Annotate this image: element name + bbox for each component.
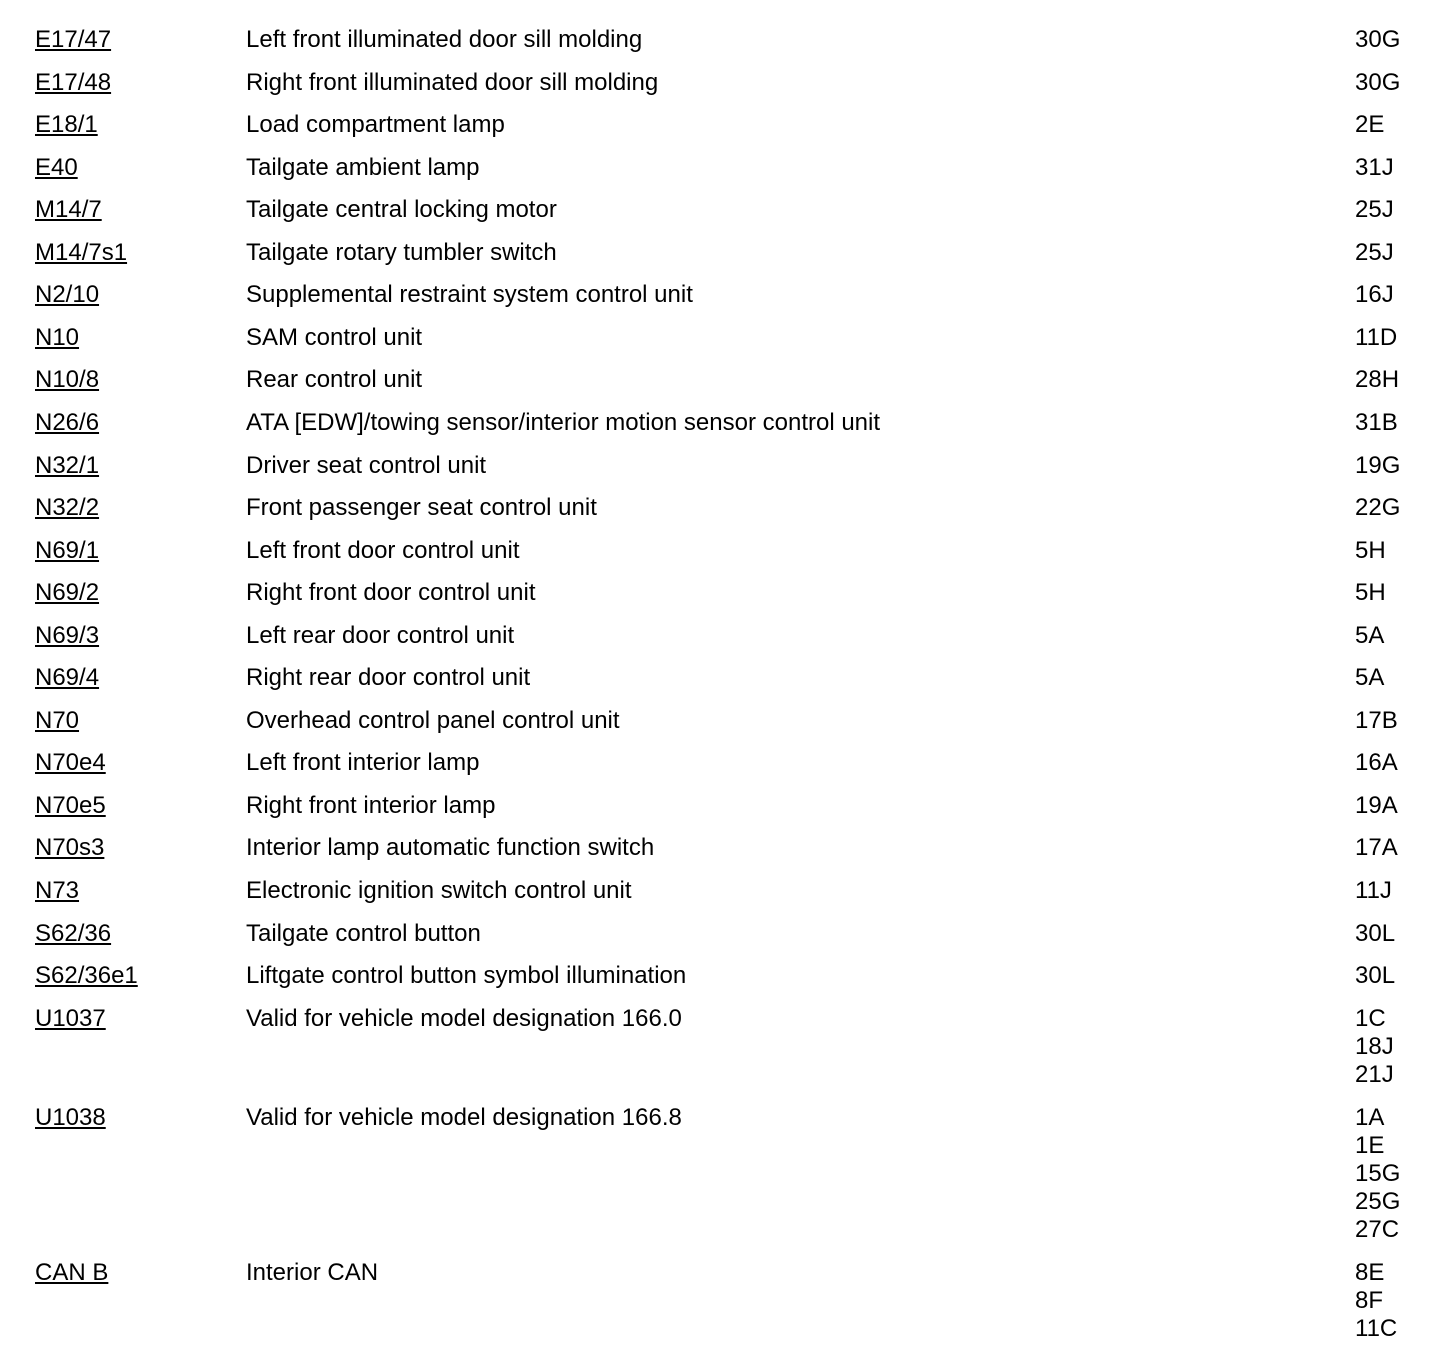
location-list (1355, 281, 1394, 309)
component-description: ATA [EDW]/towing sensor/interior motion sensor control unit (246, 408, 881, 436)
location-list (1355, 1104, 1400, 1244)
grid-location: 17A (1355, 834, 1398, 862)
grid-location: 5A (1355, 621, 1385, 649)
component-description: Tailgate control button (246, 919, 481, 947)
component-code-link[interactable]: N73 (35, 877, 80, 904)
component-code-link[interactable]: E18/1 (35, 111, 98, 139)
component-code-link[interactable]: N2/10 (35, 281, 100, 309)
grid-location: 19A (1355, 791, 1398, 819)
component-code-link[interactable]: M14/7s1 (35, 238, 128, 266)
component-description: Right rear door control unit (246, 664, 531, 692)
component-code-link[interactable]: CAN B (35, 1258, 109, 1286)
component-description: Electronic ignition switch control unit (246, 877, 632, 904)
location-list (1355, 622, 1384, 650)
component-description: Left front interior lamp (246, 749, 480, 777)
grid-location: 31J (1355, 153, 1394, 181)
location-list (1355, 1259, 1397, 1343)
component-description: Left front door control unit (246, 536, 520, 564)
component-description: Left front illuminated door sill molding (246, 26, 643, 53)
location-list (1355, 962, 1395, 990)
component-description: Right front interior lamp (246, 791, 496, 819)
component-code-link[interactable]: N70s3 (35, 834, 105, 862)
location-list (1355, 664, 1384, 692)
component-description: Right front illuminated door sill molding (246, 68, 659, 96)
grid-location: 11C (1355, 1314, 1398, 1342)
grid-location: 8F (1355, 1286, 1384, 1314)
location-list (1355, 111, 1384, 139)
grid-location: 2E (1355, 111, 1385, 139)
location-list (1355, 366, 1399, 394)
component-description: Interior CAN (246, 1258, 379, 1286)
location-list (1355, 537, 1386, 565)
grid-location: 18J (1355, 1032, 1394, 1060)
grid-location: 19G (1355, 451, 1401, 479)
location-list (1355, 707, 1398, 735)
grid-location: 30G (1355, 68, 1401, 96)
component-description: Tailgate central locking motor (246, 196, 557, 224)
location-list (1355, 409, 1398, 437)
component-description: Liftgate control button symbol illumination (246, 962, 687, 990)
grid-location: 30L (1355, 919, 1396, 947)
location-list (1355, 196, 1394, 224)
grid-location: 1C (1355, 1004, 1386, 1032)
component-code-link[interactable]: N32/2 (35, 494, 100, 522)
location-list (1355, 494, 1400, 522)
location-list (1355, 834, 1398, 862)
component-code-link[interactable]: S62/36 (35, 919, 112, 947)
location-list (1355, 877, 1392, 905)
grid-location: 17B (1355, 706, 1398, 734)
location-list (1355, 579, 1386, 607)
component-code-link[interactable]: M14/7 (35, 196, 102, 224)
component-description: Rear control unit (246, 366, 423, 394)
component-description: Load compartment lamp (246, 111, 505, 139)
grid-location: 30L (1355, 962, 1396, 990)
component-code-link[interactable]: N69/4 (35, 664, 100, 692)
component-code-link[interactable]: N70e5 (35, 791, 106, 819)
component-description: Valid for vehicle model designation 166.8 (246, 1103, 682, 1131)
grid-location: 21J (1355, 1060, 1394, 1088)
component-description: Interior lamp automatic function switch (246, 834, 655, 862)
component-description: Left rear door control unit (246, 621, 515, 649)
location-list (1355, 1005, 1394, 1089)
location-list (1355, 920, 1395, 948)
grid-location: 5H (1355, 579, 1386, 607)
component-code-link[interactable]: N70e4 (35, 749, 106, 777)
component-description: Driver seat control unit (246, 451, 487, 479)
component-description: SAM control unit (246, 323, 423, 351)
component-code-link[interactable]: E17/47 (35, 26, 112, 53)
component-code-link[interactable]: N10 (35, 323, 80, 351)
grid-location: 11J (1355, 877, 1392, 904)
grid-location: 25J (1355, 196, 1394, 224)
location-list (1355, 749, 1398, 777)
component-code-link[interactable]: N69/2 (35, 579, 100, 607)
component-code-link[interactable]: E40 (35, 153, 78, 181)
grid-location: 28H (1355, 366, 1400, 394)
grid-location: 11D (1355, 323, 1398, 351)
component-description: Front passenger seat control unit (246, 494, 597, 522)
component-code-link[interactable]: S62/36e1 (35, 962, 138, 990)
component-code-link[interactable]: N69/1 (35, 536, 100, 564)
grid-location: 25J (1355, 238, 1394, 266)
component-code-link[interactable]: N69/3 (35, 621, 100, 649)
component-code-link[interactable]: N10/8 (35, 366, 100, 394)
grid-location: 25G (1355, 1187, 1401, 1215)
component-code-link[interactable]: U1038 (35, 1103, 106, 1131)
component-description: Tailgate rotary tumbler switch (246, 238, 557, 266)
component-description: Valid for vehicle model designation 166.0 (246, 1004, 682, 1032)
grid-location: 1E (1355, 1131, 1385, 1159)
component-description: Supplemental restraint system control unit (246, 281, 693, 309)
location-list (1355, 239, 1394, 267)
component-code-link[interactable]: U1037 (35, 1004, 106, 1032)
component-code-link[interactable]: N70 (35, 706, 80, 734)
grid-location: 16A (1355, 749, 1398, 777)
component-description: Overhead control panel control unit (246, 706, 620, 734)
component-code-link[interactable]: N32/1 (35, 451, 100, 479)
grid-location: 8E (1355, 1258, 1385, 1286)
grid-location: 5H (1355, 536, 1386, 564)
component-description: Tailgate ambient lamp (246, 153, 480, 181)
location-list (1355, 452, 1400, 480)
location-list (1355, 792, 1398, 820)
location-list (1355, 69, 1400, 97)
grid-location: 5A (1355, 664, 1385, 692)
component-code-link[interactable]: N26/6 (35, 408, 100, 436)
grid-location: 31B (1355, 408, 1398, 436)
grid-location: 1A (1355, 1103, 1385, 1131)
grid-location: 27C (1355, 1215, 1400, 1243)
grid-location: 22G (1355, 494, 1401, 522)
location-list (1355, 26, 1400, 54)
location-list (1355, 154, 1394, 182)
grid-location: 15G (1355, 1159, 1401, 1187)
component-description: Right front door control unit (246, 579, 536, 607)
component-code-link[interactable]: E17/48 (35, 68, 112, 96)
grid-location: 16J (1355, 281, 1394, 309)
location-list (1355, 324, 1397, 352)
grid-location: 30G (1355, 26, 1401, 53)
